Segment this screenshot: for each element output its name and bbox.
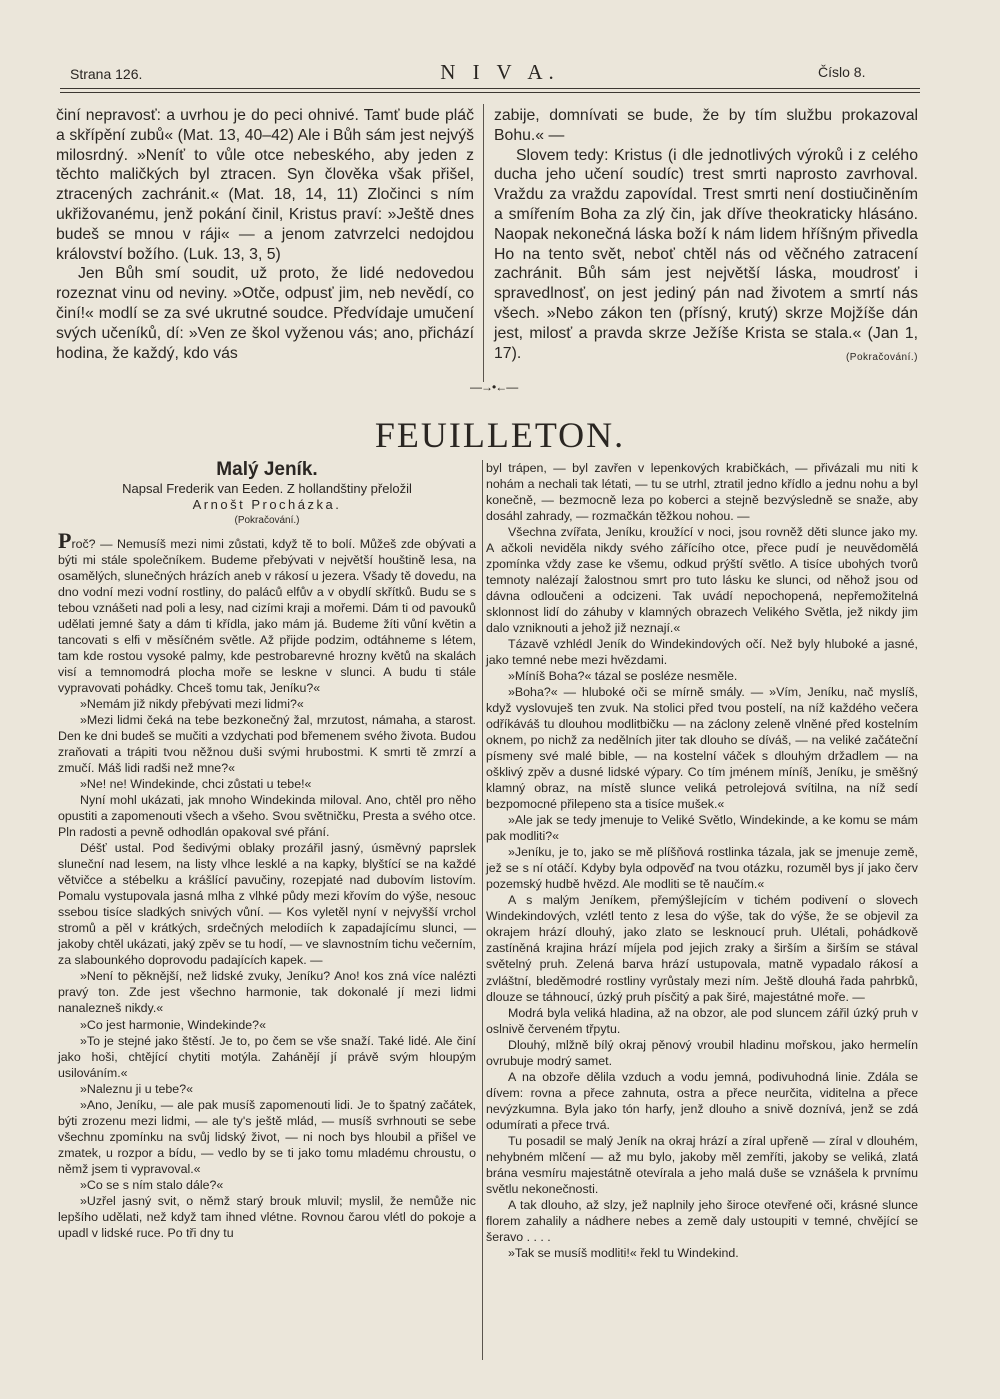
paragraph: Tázavě vzhlédl Jeník do Windekindových očí. Než byly hluboké a jasné, jako temné nebe mezi hvězdami. — [486, 637, 918, 668]
story-paragraphs-left — [58, 696, 476, 1241]
paragraph: »Uzřel jasný svit, o němž starý brouk mluvil; myslil, že nemůže nic lepšího udělati, než když tam ihned vlétne. Rovnou čarou vlétl do pokoje a upadl v lidské ruce. Po tři dny tu — [58, 1193, 476, 1240]
paragraph: »Ano, Jeníku, — ale pak musíš zapomenouti lidi. Je to špatný začátek, býti zrozenu mezi lidmi, — ale ty's ještě mlád, — musíš svrhnouti se sebe všechnu zpomínku na svůj lidský život, — ni noch bys hloubil a přišel ve zmatek, u rozpor a bídu, — vedlo by se ti jako tomu mladému chroustu, o němž jsem ti vypravoval.« — [58, 1097, 476, 1176]
paragraph — [58, 528, 476, 696]
paragraph: »Ne! ne! Windekinde, chci zůstati u tebe!« — [80, 777, 312, 792]
story-byline: Napsal Frederik van Eeden. Z hollandštiny přeložil — [122, 481, 412, 497]
paragraph: Všechna zvířata, Jeníku, kroužící v noci, jsou rovněž děti slunce jako my. A ačkoli neviděla nikdy svého zářícího otce, přece pudí je neuvědomělá zpomínka vždy zase ke všemu, odkud prýští světlo. A tisíce ubohých tvorů temnoty nalézají žalostnou smrt pro tuto lásku ke slunci, od něhož jsou od dávna odloučeni a odcizeni. Tak uvádí nepochopená, nepřemožitelná sklonnost lidí do záhuby v klamných obrazech Velikého Světla, jež nikdy jim dalo vzniknouti a jehož již neznají.« — [486, 525, 918, 636]
column-divider — [483, 104, 484, 382]
paragraph: činí nepravosť: a uvrhou je do peci ohnivé. Tamť bude pláč a skřípění zubů« (Mat. 13, 40–42) Ale i Bůh sám jest nejvýš milosrdný. »Neníť to vůle otce nebeského, aby jeden z těchto maličkých byl ztracen. Syn člověka však přišel, ztracených zachránit.« (Mat. 18, 14, 11) Zločinci s ním ukřižovanému, jenž pokání činil, Kristus praví: »Ještě dnes budeš se mnou v ráji« — a jenom zatvrzelci nedojdou království božího. (Luk. 13, 3, 5) — [56, 107, 474, 263]
paragraph: »Naleznu ji u tebe?« — [80, 1081, 193, 1096]
paragraph: »Míníš Boha?« tázal se posléze nesměle. — [508, 669, 738, 684]
paragraph: A na obzoře dělila vzduch a vodu jemná, podivuhodná linie. Zdála se dívem: rovna a přece zahnuta, ostra a přece neurčita, viditelna a přece nevýzkumna. Byla jako tón harfy, jenž dlouho a snivě doznívá, jenž se zdá odumírati a přece trvá. — [486, 1069, 918, 1132]
page-number: Strana 126. — [70, 66, 143, 82]
paragraph: »Nemám již nikdy přebývati mezi lidmi?« — [80, 697, 304, 712]
paragraph-text: roč? — Nemusíš mezi nimi zůstati, když tě to bolí. Můžeš zde obývati a býti mi stále společníkem. Budeme přebývati v největší houštině lesa, na osamělých, slunečných hrázích aneb v rákosí u jezera. Všady tě dovedu, na dno vodní mezi vodní rostliny, do paláců elfův a v obydlí skřítků. Budu se s tebou vznášeti nad poli a lesy, nad cizími kraji a mořemi. Dám ti od pavouků udělati jemné šaty a dám ti křídla, jako mám já. Budeme žíti vůní květin a tancovati s elfi v měsíčném světle. Až přijde podzim, odtáhneme s létem, tam kde rostou vysoké palmy, kde pestrobarevné hrozny květů na skalách visí a temnomodrá plocha moře se leskne v slunci. A budu ti stále vypravovati pohádky. Chceš tomu tak, Jeníku?« — [58, 537, 476, 696]
paragraph: Dlouhý, mlžně bílý okraj pěnový vroubil hladinu mořskou, jako hermelín ovrubuje modrý samet. — [486, 1037, 918, 1068]
article-column-right — [494, 106, 918, 367]
story-column-left — [58, 459, 476, 1241]
continued-note: (Pokračování.) — [845, 351, 918, 363]
paragraph: zabije, domnívati se bude, že by tím službu prokazoval Bohu.« — — [494, 107, 918, 144]
paragraph: »Tak se musíš modliti!« řekl tu Windekind. — [508, 1245, 739, 1260]
masthead-title: N I V A. — [440, 60, 560, 84]
paragraph: »Jeníku, je to, jako se mě plíšňová rostlinka tázala, jak se jmenuje země, jež se s ní otáčí. Kdyby byla odpověď na tvou otázku, rozuměl bys jí jako červ pozemský hudbě hvězd. Ale modliti se tě naučím.« — [486, 845, 918, 892]
paragraph: Modrá byla veliká hladina, až na obzor, ale pod sluncem zářil úzký pruh v oslnivě červeném třpytu. — [486, 1005, 918, 1036]
paragraph: »Co jest harmonie, Windekinde?« — [80, 1017, 266, 1032]
header-rule — [60, 92, 920, 93]
paragraph: »Ale jak se tedy jmenuje to Veliké Světlo, Windekinde, a ke komu se mám pak modliti?« — [486, 813, 918, 844]
paragraph: »Mezi lidmi čeká na tebe bezkonečný žal, mrzutost, námaha, a starost. Den ke dni budeš se mučiti a vzdychati pod břemenem svého života. Budou zraňovati a trápiti tvou něžnou duši svými hrubostmi. K smrti tě zmrzí a zmučí. Máš lidi radši než mne?« — [58, 713, 476, 776]
translator-name: Arnošt Procházka. — [192, 497, 342, 513]
paragraph: »Není to pěknější, než lidské zvuky, Jeníku? Ano! kos zná více nalézti pravý ton. Zde jest všechno harmonie, tak dokonalé jí mezi lidmi nanalezneš nikdy.« — [58, 969, 476, 1016]
story-title: Malý Jeník. — [216, 459, 318, 480]
paragraph: A tak dlouho, až slzy, jež naplnily jeho široce otevřené oči, krásné slunce florem zahalily a nádhere nebes a země daly ustoupiti v temné, chvějící se šeravo . . . . — [486, 1197, 918, 1244]
story-paragraphs-right — [486, 524, 918, 1261]
paragraph: »To je stejné jako štěstí. Je to, po čem se vše snaží. Také lidé. Ale činí jako hoši, chtějící chytiti motýla. Zahánějí jí právě svým hloupým usilováním.« — [58, 1033, 476, 1080]
drop-cap: P — [58, 528, 72, 554]
header-rule — [60, 88, 920, 89]
paragraph-text: Slovem tedy: Kristus (i dle jednotlivých výroků i z celého ducha jeho učení soudíc) trest smrti naprosto zavrhoval. Vraždu za vraždu zapovídal. Trest smrti není dostiučiněním a smířením Boha za zlý čin, jak dříve theokraticky hlásáno. Naopak nekonečná láska boží k nám lidem hříšným přivedla Ho na tento svět, neboť chtěl nás od věčného zatracení zachránit. Bůh sám jest největší láska, moudrosť i spravedlnosť, on jest jediný pán nad životem a smrtí nás všech. »Nebo zákon ten (přísný, krutý) skrze Mojžíše dán jest, milosť a pravda skrze Ježíše Krista se stala.« (Jan 1, 17). — [494, 146, 918, 362]
article-column-left — [56, 106, 474, 363]
paragraph: Déšť ustal. Pod šedivými oblaky prozářil jasný, úsměvný paprslek sluneční nad lesem, na listy vlhce lesklé a na kapky, blyštící se na každé větvičce a stébelku a krášlící pavučiny, rozepjaté nad dubovím listovím. Pomalu vystupovala jasná mlha z vlhké půdy mezi křovím do výše, nesouc ssebou tisíce sladkých snivých vůní. — Kos vyletěl nyní v nejvyšší vrchol stromů a pěl v krátkých, srdečných melodiích k zapadajícímu slunci, — jakoby chtěl ukázati, jaký zpěv se tu hodí, — ve slavnostním tichu večerním, za slabounkého doprovodu padajících kapek. — — [58, 841, 476, 968]
paragraph: »Boha?« — hluboké oči se mírně smály. — »Vím, Jeníku, nač myslíš, když vyslovuješ ten zvuk. Na stolici před tvou postelí, na níž každého večera odříkáváš tu dlouhou modlitbičku — na záclony zeleně vlněné před kostelním oknem, po nichž za nedělních jiter tak dlouho se díváš, — na veliké začáteční písmeny své malé bible, — na kostelní váček s dlouhým držadlem — na ošklivý zpěv a dusné lidské výpary. Co tím jménem míníš, Jeníku, je směšný klamný obraz, na místě slunce veliká petrolejová svítilna, na níž sedí bezpomocné přilepeno sta a tisíce mušek.« — [486, 685, 918, 812]
paragraph — [494, 146, 918, 364]
column-divider — [482, 460, 483, 1360]
paragraph: byl trápen, — byl zavřen v lepenkových krabičkách, — přivázali mu niti k nohám a nechali tak létati, — tu se utrhl, ztratil jedno křídlo a jednu nohu a byl konečně, — bezmocně leza po koberci a stejně bezvýsledně se snaže, aby dosáhl zahrady, — rozmačkán těžkou nohou. — — [486, 461, 918, 524]
story-column-right — [486, 460, 918, 1261]
paragraph: Jen Bůh smí soudit, už proto, že lidé nedovedou rozeznat vinu od neviny. »Otče, odpusť jim, neb nevědí, co činí!« modlí se za své ukrutné soudce. Předvídaje umučení svých učeníků, dí: »Ven ze škol vyženou vás; ano, přichází hodina, že každý, kdo vás — [56, 265, 474, 362]
continued-note: (Pokračování.) — [234, 515, 300, 527]
paragraph: Tu posadil se malý Jeník na okraj hrází a zíral upřeně — zíral v dlouhém, nehybném mlčení — až mu bylo, jakoby měl zemříti, jakoby se veliká, zlatá brána vesmíru majestátně otevírala a jeho malá duše se vznášela k prvnímu světlu nekonečnosti. — [486, 1133, 918, 1196]
paragraph: »Co se s ním stalo dále?« — [80, 1177, 224, 1192]
section-ornament: —→•←— — [470, 380, 518, 394]
issue-number: Číslo 8. — [818, 64, 866, 80]
section-title: FEUILLETON. — [374, 415, 626, 455]
paragraph: Nyní mohl ukázati, jak mnoho Windekinda miloval. Ano, chtěl pro něho opustiti a zapomenouti všech a všeho. Svou světničku, Presta a svého otce. Pln radosti a pevně odhodlán opakoval své přání. — [58, 793, 476, 840]
paragraph: A s malým Jeníkem, přemýšlejícím v tichém podivení o slovech Windekindových, vzlétl tento z lesa do výše, tak do výše, že se objevil za okrajem hrází dlouhý, jako zlato se lesknoucí pruh. Ulétali, pohádkově zastíněná krajina hrází míjela pod jejich zraky a širším a širším se stával světelný pruh. Zelená barva hrází ustupovala, matně vypadalo rákosí a zvláštní, bleděmodré rostliny vyrůstaly mezi ním. Ještě dlouhá řada pahrbků, dlouze se táhnoucí, úzký pruh písčitý a pak širé, majestátné moře. — — [486, 893, 918, 1004]
